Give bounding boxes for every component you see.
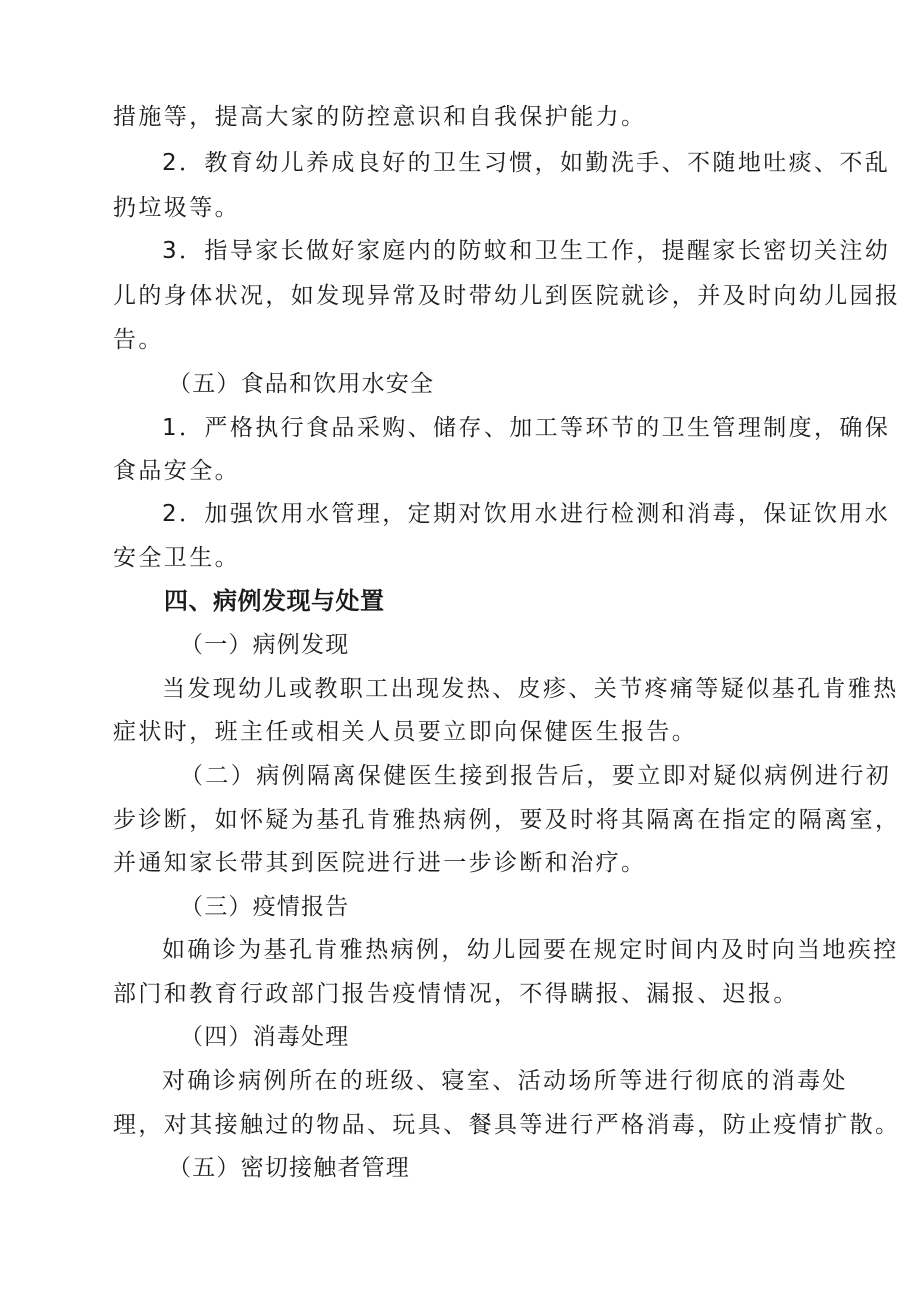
text-line-3: 扔垃圾等。 — [113, 195, 240, 221]
text-line-5: 儿的身体状况，如发现异常及时带幼儿到医院就诊，并及时向幼儿园报 — [113, 283, 901, 309]
text-line-9: 食品安全。 — [113, 458, 240, 484]
text-line-16: （二）病例隔离保健医生接到报告后，要立即对疑似病例进行初 — [180, 763, 892, 789]
text-line-11: 安全卫生。 — [113, 545, 240, 571]
text-line-23: 对确诊病例所在的班级、寝室、活动场所等进行彻底的消毒处 — [162, 1068, 848, 1094]
text-line-4: 3．指导家长做好家庭内的防蚊和卫生工作，提醒家长密切关注幼 — [162, 238, 891, 264]
chapter-heading-case-handling: 四、病例发现与处置 — [164, 587, 385, 615]
text-line-18: 并通知家长带其到医院进行进一步诊断和治疗。 — [113, 850, 647, 876]
text-line-1: 措施等，提高大家的防控意识和自我保护能力。 — [113, 104, 647, 130]
text-line-20: 如确诊为基孔肯雅热病例，幼儿园要在规定时间内及时向当地疾控 — [162, 937, 899, 963]
text-line-21: 部门和教育行政部门报告疫情情况，不得瞒报、漏报、迟报。 — [113, 981, 799, 1007]
section-heading-close-contacts: （五）密切接触者管理 — [168, 1155, 410, 1181]
text-line-6: 告。 — [113, 327, 164, 353]
text-line-14: 当发现幼儿或教职工出现发热、皮疹、关节疼痛等疑似基孔肯雅热 — [162, 676, 899, 702]
section-heading-food-water: （五）食品和饮用水安全 — [168, 371, 435, 397]
text-line-15: 症状时，班主任或相关人员要立即向保健医生报告。 — [113, 719, 698, 745]
section-heading-epidemic-report: （三）疫情报告 — [180, 894, 350, 920]
section-heading-case-discovery: （一）病例发现 — [180, 632, 350, 658]
text-line-24: 理，对其接触过的物品、玩具、餐具等进行严格消毒，防止疫情扩散。 — [113, 1112, 901, 1138]
text-line-17: 步诊断，如怀疑为基孔肯雅热病例，要及时将其隔离在指定的隔离室， — [113, 807, 901, 833]
text-line-2: 2．教育幼儿养成良好的卫生习惯，如勤洗手、不随地吐痰、不乱 — [162, 150, 891, 176]
text-line-10: 2．加强饮用水管理，定期对饮用水进行检测和消毒，保证饮用水 — [162, 501, 891, 527]
text-line-8: 1．严格执行食品采购、储存、加工等环节的卫生管理制度，确保 — [162, 415, 891, 441]
section-heading-disinfection: （四）消毒处理 — [180, 1024, 350, 1050]
